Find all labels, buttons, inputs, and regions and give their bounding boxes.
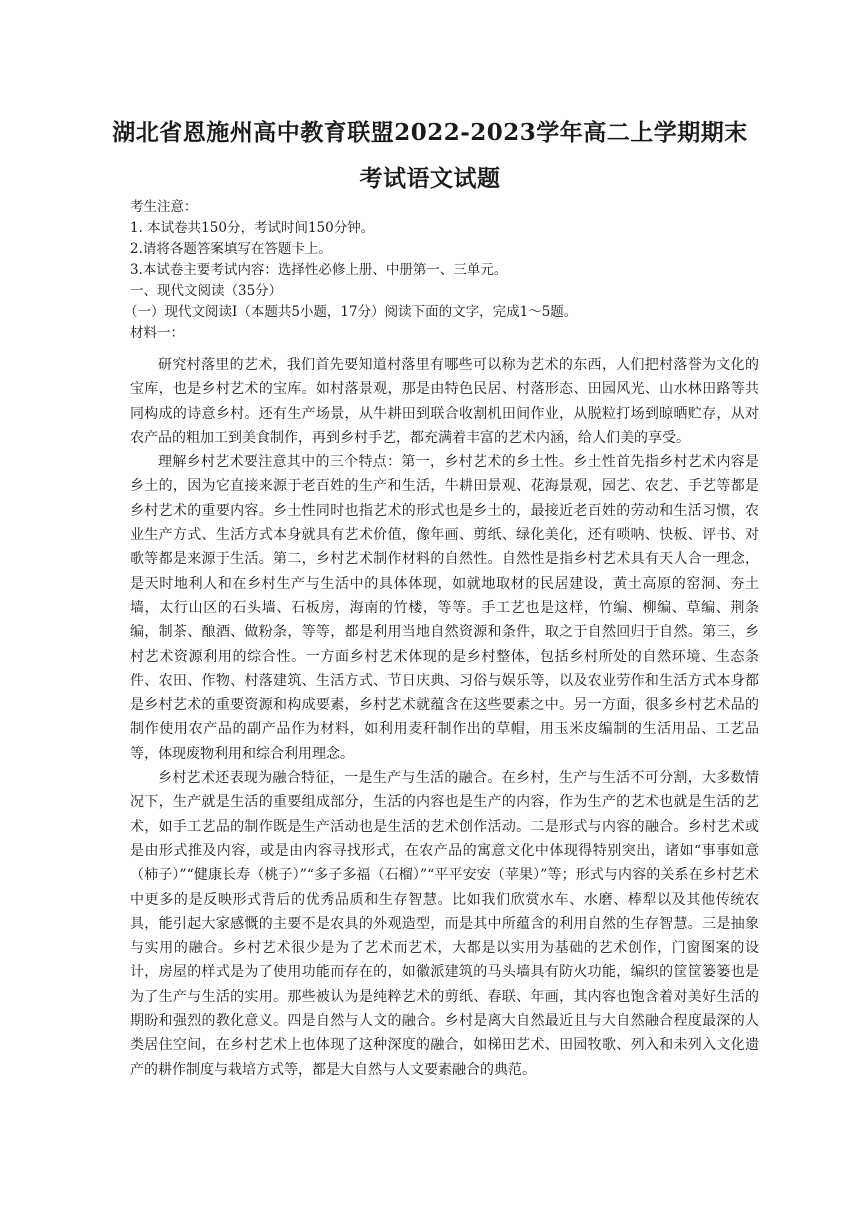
notice-item: 3.本试卷主要考试内容：选择性必修上册、中册第一、三单元。	[130, 262, 508, 278]
notice-item: 1. 本试卷共150分，考试时间150分钟。	[130, 220, 375, 236]
subsection-heading: （一）现代文阅读Ⅰ（本题共5小题，17分）阅读下面的文字，完成1～5题。	[124, 304, 578, 320]
reading-passage	[130, 353, 759, 1082]
material-label: 材料一：	[130, 325, 184, 341]
notice-item: 2.请将各题答案填写在答题卡上。	[130, 241, 332, 257]
exam-title-line-2: 考试语文试题	[359, 165, 501, 192]
passage-paragraph: 研究村落里的艺术，我们首先要知道村落里有哪些可以称为艺术的东西，人们把村落誉为文化的宝库，也是乡村艺术的宝库。如村落景观，那是由特色民居、村落形态、田园风光、山水林田路等共同构成的诗意乡村。还有生产场景，从牛耕田到联合收割机田间作业，从脱粒打场到晾晒贮存，从对农产品的粗加工到美食制作，再到乡村手艺，都充满着丰富的艺术内涵，给人们美的享受。	[130, 357, 759, 446]
notice-heading: 考生注意：	[130, 199, 198, 215]
passage-paragraph: 乡村艺术还表现为融合特征，一是生产与生活的融合。在乡村，生产与生活不可分割，大多数情况下，生产就是生活的重要组成部分，生活的内容也是生产的内容，作为生产的艺术也就是生活的艺术，如手工艺品的制作既是生产活动也是生活的艺术创作活动。二是形式与内容的融合。乡村艺术或是由形式推及内容，或是由内容寻找形式，在农产品的寓意文化中体现得特别突出，诸如“事事如意（柿子）”“健康长寿（桃子）”“多子多福（石榴）”“平平安安（苹果）”等；形式与内容的关系在乡村艺术中更多的是反映形式背后的优秀品质和生存智慧。比如我们欣赏水车、水磨、棒犁以及其他传统农具，能引起大家感慨的主要不是农具的外观造型，而是其中所蕴含的利用自然的生存智慧。三是抽象与实用的融合。乡村艺术很少是为了艺术而艺术，大都是以实用为基础的艺术创作，门窗图案的设计，房屋的样式是为了使用功能而存在的，如徽派建筑的马头墙具有防火功能，编织的筐筐篓篓也是为了生产与生活的实用。那些被认为是纯粹艺术的剪纸、春联、年画，其内容也饱含着对美好生活的期盼和强烈的教化意义。四是自然与人文的融合。乡村是离大自然最近且与大自然融合程度最深的人类居住空间，在乡村艺术上也体现了这种深度的融合，如梯田艺术、田园牧歌、列入和未列入文化遗产的耕作制度与栽培方式等，都是大自然与人文要素融合的典范。	[130, 770, 759, 1078]
passage-paragraph: 理解乡村艺术要注意其中的三个特点：第一，乡村艺术的乡土性。乡土性首先指乡村艺术内容是乡土的，因为它直接来源于老百姓的生产和生活，牛耕田景观、花海景观，园艺、农艺、手艺等都是乡村艺术的重要内容。乡土性同时也指艺术的形式也是乡土的，最接近老百姓的劳动和生活习惯，农业生产方式、生活方式本身就具有艺术价值，像年画、剪纸、绿化美化，还有唢呐、快板、评书、对歌等都是来源于生活。第二，乡村艺术制作材料的自然性。自然性是指乡村艺术具有天人合一理念，是天时地利人和在乡村生产与生活中的具体体现，如就地取材的民居建设，黄土高原的窑洞、夯土墙，太行山区的石头墙、石板房，海南的竹楼，等等。手工艺也是这样，竹编、柳编、草编、荆条编，制茶、酿酒、做粉条，等等，都是利用当地自然资源和条件，取之于自然回归于自然。第三，乡村艺术资源利用的综合性。一方面乡村艺术体现的是乡村整体，包括乡村所处的自然环境、生态条件、农田、作物、村落建筑、生活方式、节日庆典、习俗与娱乐等，以及农业劳作和生活方式本身都是乡村艺术的重要资源和构成要素，乡村艺术就蕴含在这些要素之中。另一方面，很多乡村艺术品的制作使用农产品的副产品作为材料，如利用麦秆制作出的草帽，用玉米皮编制的生活用品、工艺品等，体现废物利用和综合利用理念。	[130, 454, 759, 762]
exam-title-line-1: 湖北省恩施州高中教育联盟2022-2023学年高二上学期期末	[112, 119, 748, 146]
exam-notice	[124, 197, 750, 344]
section-heading: 一、现代文阅读（35分）	[130, 283, 283, 299]
